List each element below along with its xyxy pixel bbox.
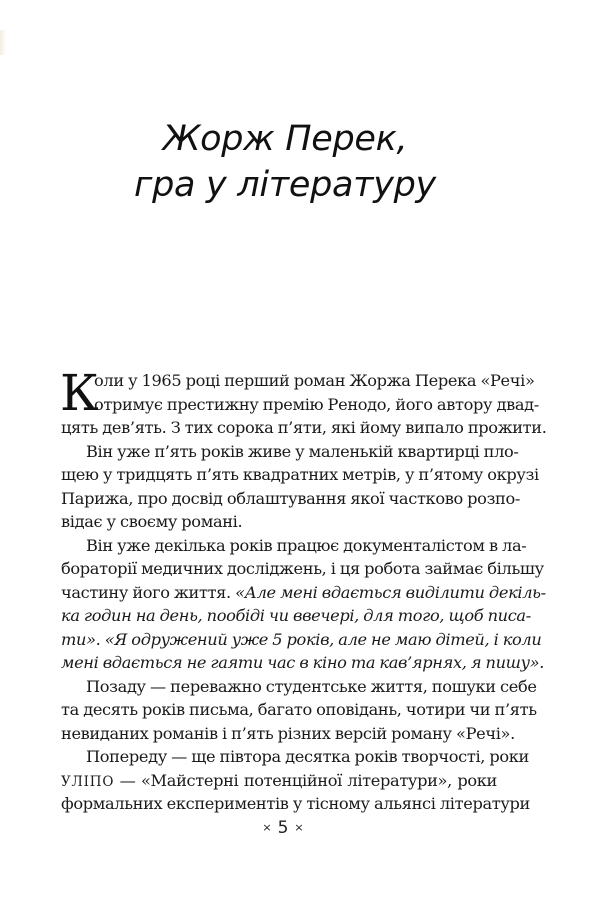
text-run: — «Майстерні потенційної літератури», роки [114,770,497,790]
chapter-title [0,116,570,208]
quote-italic: «Але мені вдається виділити декіль- [235,582,546,602]
text-line [61,769,497,793]
quote-line: мені вдається не гаяти час в кіно та кав’ярнях, я пишу». [61,653,545,672]
text-line: формальних експериментів у тісному альянсі літератури [61,794,530,813]
ornament-cross-icon: × [262,821,272,834]
text-line: щею у тридцять п’ять квадратних метрів, у п’ятому окрузі [61,465,539,484]
quote-line: ти». «Я одружений уже 5 років, але не маю дітей, і коли [61,629,542,649]
drop-cap: К [60,364,99,422]
text-line: оли у 1965 році перший роман Жоржа Перека «Речі» [94,371,535,390]
text-line: невиданих романів і п’ять різних версій роману «Речі». [61,723,515,743]
page-edge-mark [0,30,6,55]
ornament-cross-icon: × [294,821,304,834]
text-line: Парижа, про досвід облаштування якої частково розпо- [61,488,521,508]
text-line: відає у своєму романі. [61,512,243,531]
text-line: бораторії медичних досліджень, і ця робота займає більшу [61,559,544,578]
text-line: Він уже декілька років працює документалістом в ла- [86,535,527,555]
body-text [60,364,547,816]
text-line: цять дев’ять. З тих сорока п’яти, які йому випало прожити. [61,418,547,437]
page-number [0,818,566,838]
page-number-value: 5 [277,818,289,838]
text-run: частину його життя. [61,582,236,602]
text-line: Позаду — переважно студентське життя, пошуки себе [86,676,537,696]
text-line: Попереду — ще півтора десятка років творчості, роки [86,747,529,766]
text-line: Він уже п’ять років живе у маленькій квартирці пло- [86,441,519,461]
small-caps-acronym: УЛІПО [61,773,115,790]
text-line: отримує престижну премію Ренодо, його автору двад- [94,394,539,414]
chapter-title-line-2: гра у літературу [134,165,436,206]
text-line: та десять років письма, багато оповідань, чотири чи п’ять [61,700,537,719]
quote-line: ка годин на день, пообіді чи ввечері, для того, щоб писа- [61,606,531,625]
chapter-title-line-1: Жорж Перек, [162,119,408,160]
text-line [61,581,546,605]
